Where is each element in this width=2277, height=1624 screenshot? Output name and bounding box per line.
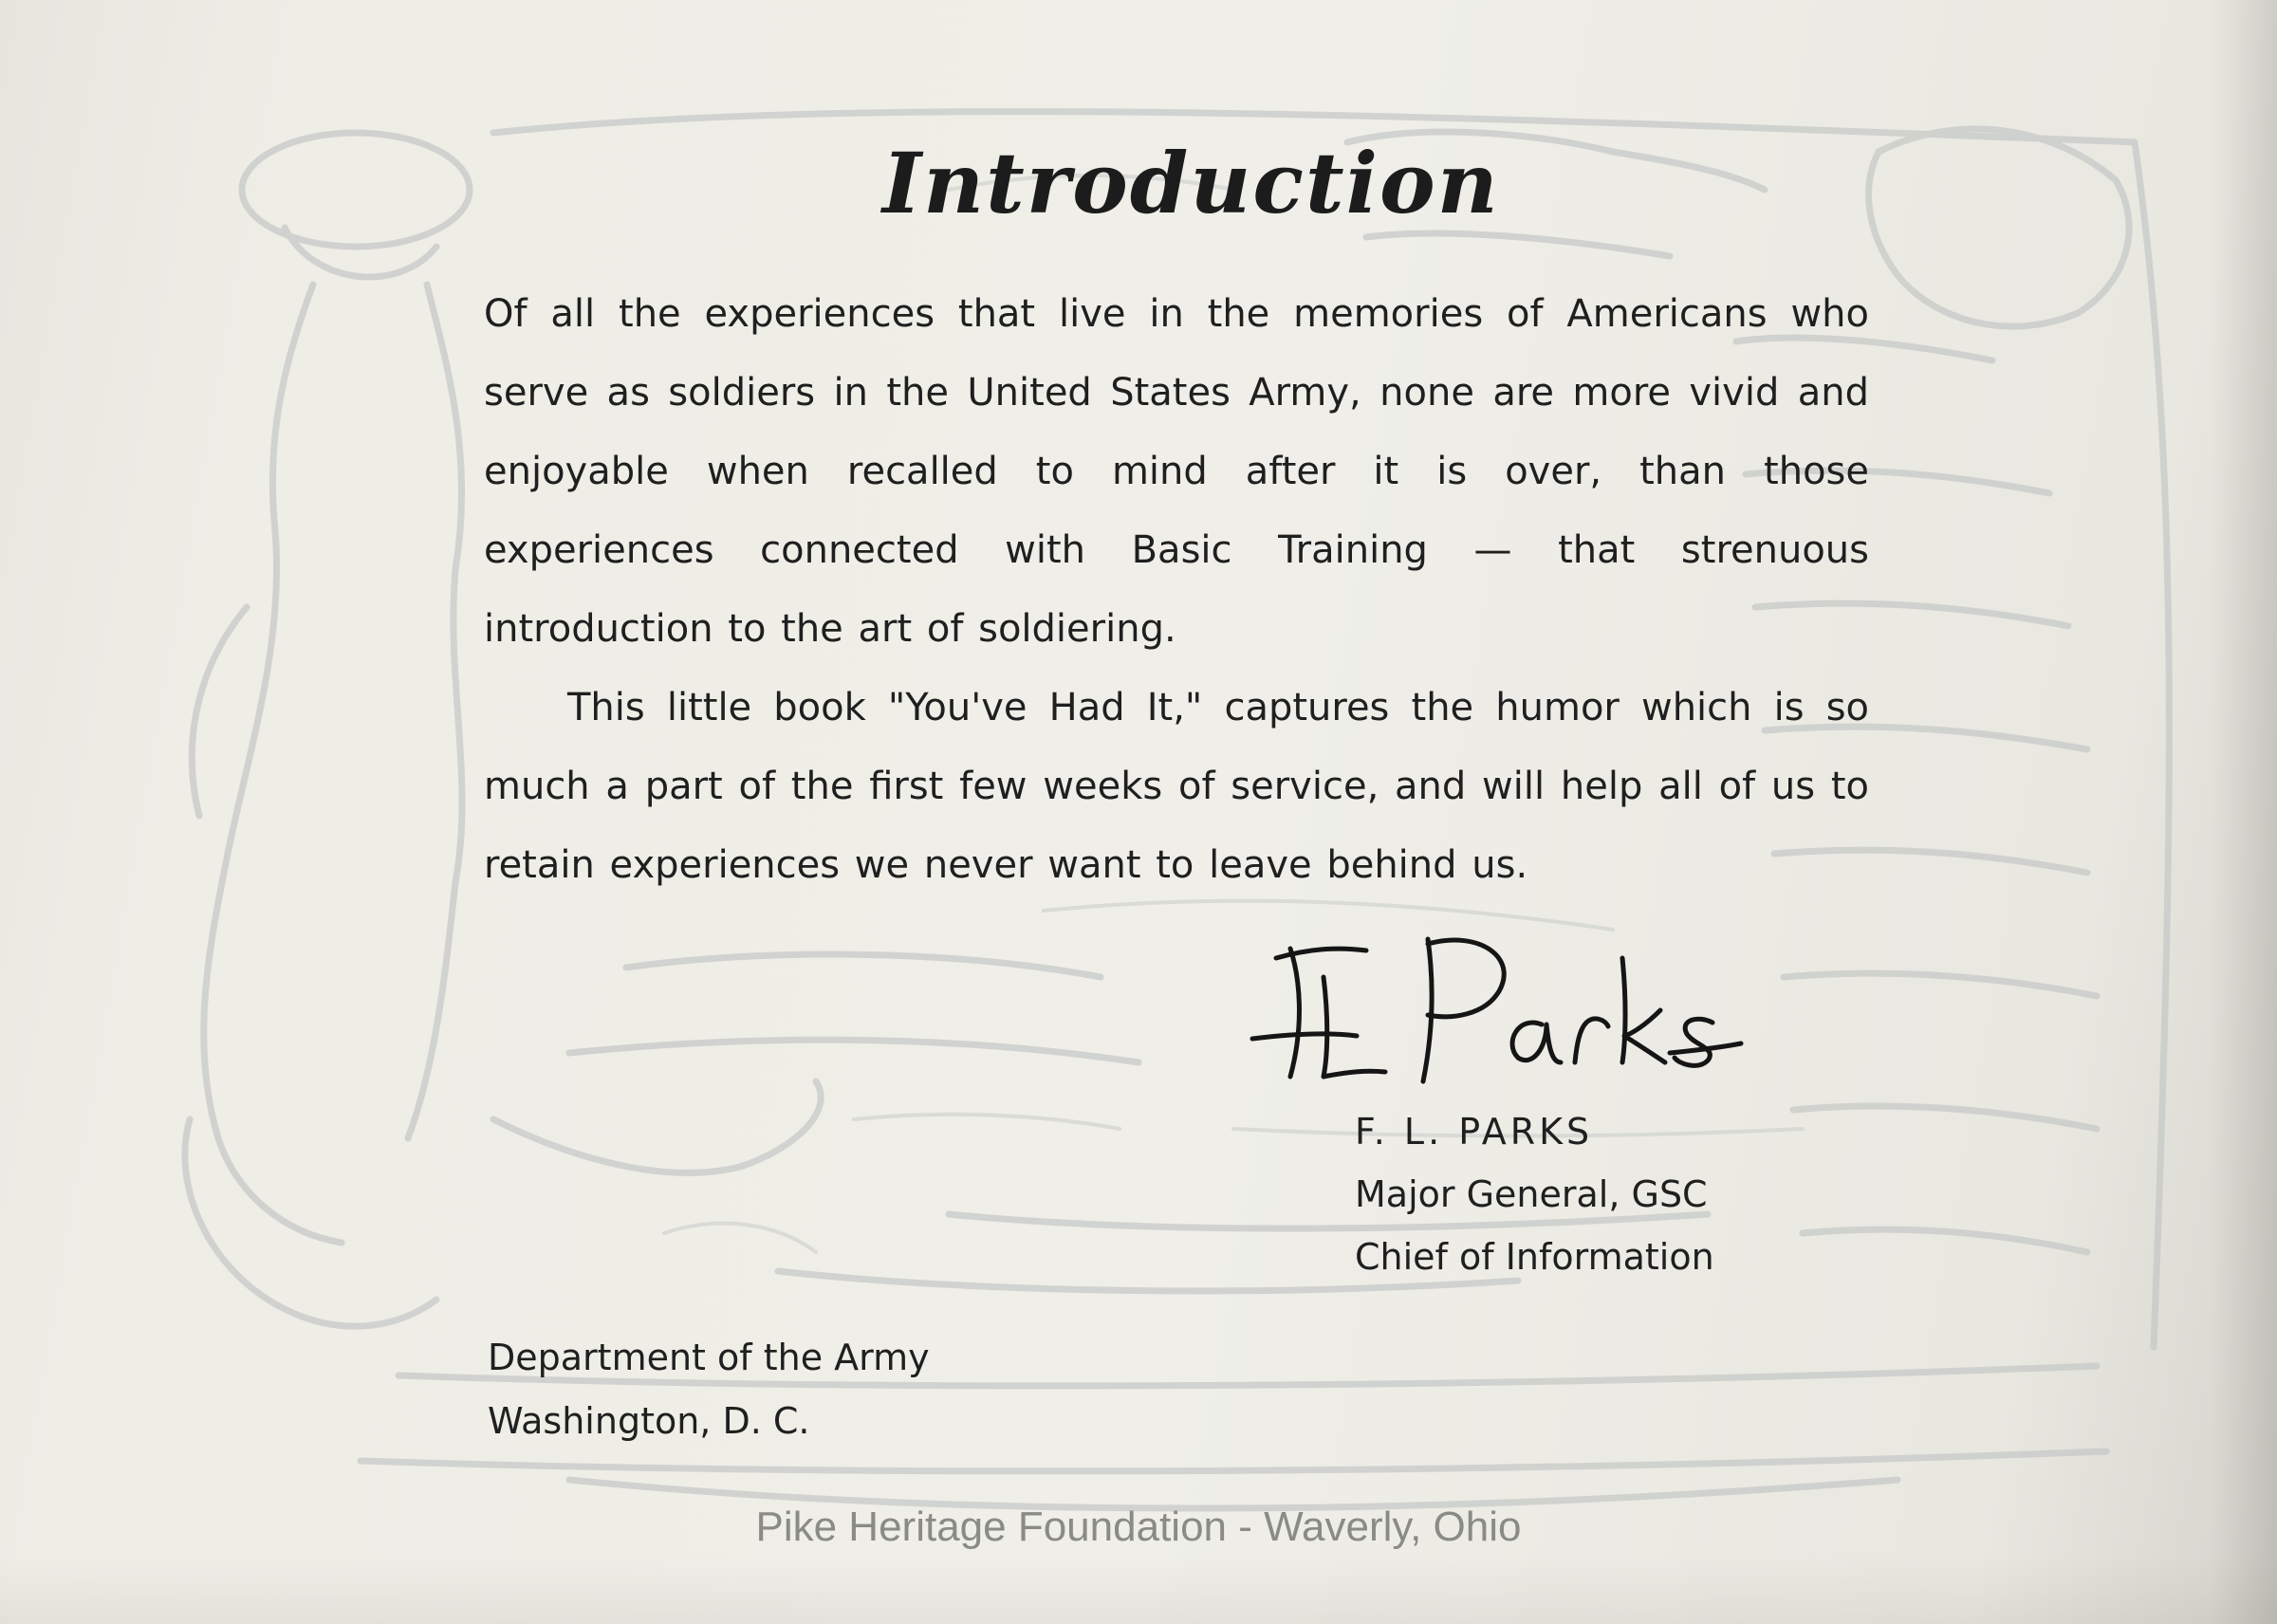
paragraph-2: This little book "You've Had It," captures the humor which is so much a part of the first few weeks of service, and will help all of us to retain experiences we never want to leave behind us.	[484, 686, 1869, 887]
page-bottom-shade	[0, 1556, 2277, 1624]
page-edge-shadow	[2211, 0, 2277, 1624]
department-line-2: Washington, D. C.	[488, 1400, 810, 1442]
handwritten-signature	[1233, 920, 1746, 1091]
title-block	[882, 112, 1500, 254]
department-block	[488, 1326, 1247, 1453]
paragraph-1: Of all the experiences that live in the memories of Americans who serve as soldiers in the United States Army, none are more vivid and enjoyable when recalled to mind after it is over, than those experiences connected with Basic Training — that strenuous introduction to the art of soldiering.	[484, 292, 1869, 651]
signatory-name: F. L. PARKS	[1355, 1111, 1594, 1153]
signatory-position: Chief of Information	[1355, 1236, 1714, 1278]
watermark-credit: Pike Heritage Foundation - Waverly, Ohio	[755, 1504, 1522, 1550]
signatory-block	[1355, 1100, 1924, 1288]
introduction-body	[484, 275, 1869, 905]
signatory-rank: Major General, GSC	[1355, 1173, 1708, 1215]
page-title: Introduction	[882, 134, 1500, 232]
department-line-1: Department of the Army	[488, 1337, 930, 1378]
